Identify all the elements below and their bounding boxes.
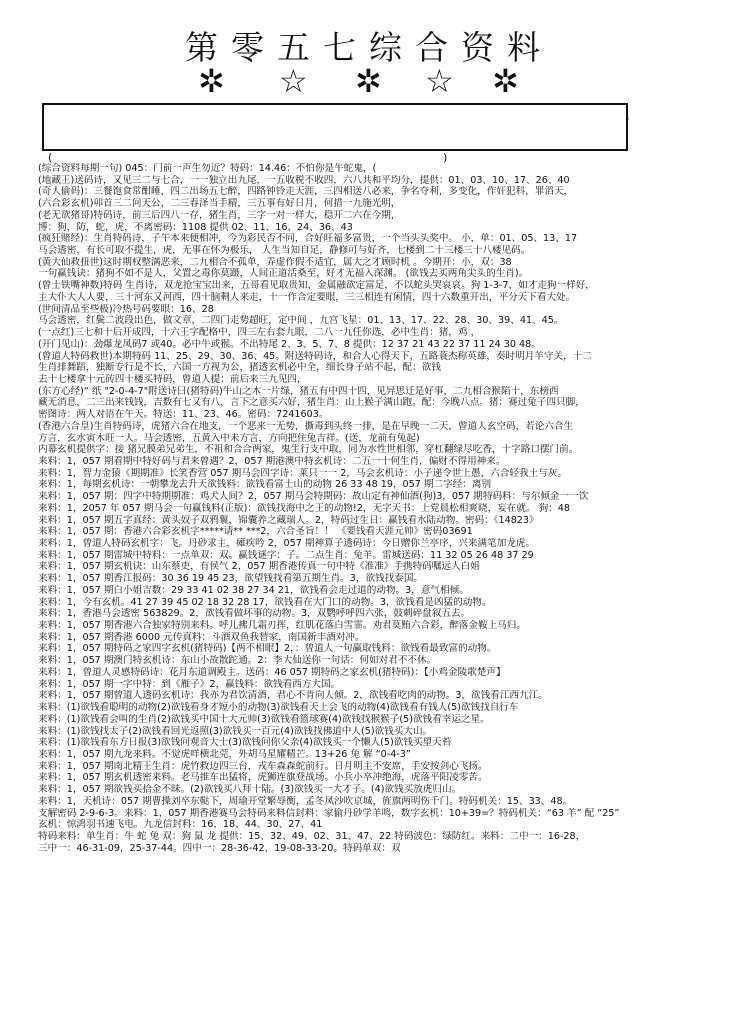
text-line: 来料：1，天机诗：057 期曹操刘卒东鞑下，周瑜开堂繁辱衡，孟冬凤沙吹京城，旌旗两明伤千门。特码机关：15、33、48。: [38, 795, 573, 807]
text-line: 一句赢钱诀：猪狗不如不是人，父置之毒你莫蹑，人间正道活桑至，好才无福入深渊。 (欲钱去买两角尖头的生肖)。: [38, 268, 529, 280]
text-line: 来料：1，2057 年 057 期马会一句赢钱料(正版)：欲钱找海中之王的动物!2，无字天书：上党晨松相爽晓，妄在就。 狗：48: [38, 502, 570, 514]
text-line: 来料：1，057 期雷城中特料：一点单双：双。赢钱谜字：子。二点生肖：兔羊。雷城送码：11 32 05 26 48 37 29: [38, 549, 534, 561]
text-line: 内幕玄机提供字：接 猪兄膜弟兄弟生，不祖和合合两家，鬼生行支中取，同为水性世相邻，穿杠翻绿尽吃香，十字路口摆门前。: [38, 444, 579, 456]
text-line: 来料：1，057 期五字真经：黄头奴子双鸦鬟，锦囊养之藏瑞人。2，特码过生日：赢钱看水陆动物。密码：《14823》: [38, 514, 539, 526]
left-bracket: (: [48, 151, 53, 164]
text-line: 来料：(1)欲钱看聪明的动物(2)欲钱看身才短小的动物(3)欲钱看天上会飞的动物(4)欲钱看有钱人(5)欲钱找自行车: [38, 702, 519, 714]
text-line: (地藏王)送码诗，又见三二与七合，一一独立出九尾，一五收税不收四，六八共和平均分，提供：01、03、10、17、26、40: [38, 174, 570, 186]
text-line: (曾士铁嘴神数)特码 生肖诗，双龙抢宝宝出来，五哥看见取贵知，金属融欲定富足，不以蛇头哭哀哀。狗 1-3-7，如才走狗一样好，: [38, 280, 595, 292]
text-line: 来料：1，今有玄机。41 27 39 45 02 18 32 28 17，欲钱看在大门口的动物。3，欲钱看是凶猛的动物。: [38, 596, 492, 608]
text-line: 来料：1，057 期香江报码：30 36 19 45 23，欲望钱找看第五期生肖。3，欲钱找泰国。: [38, 573, 424, 585]
text-line: 来料：1，057 期欲钱买拾金不昧。(2)欲钱买八拜十陆。(3)欲钱买一大才子。(4)欲钱买放虎归山。: [38, 784, 462, 796]
text-line: (一点红)三七和十后开成四，十六王字配格中，四三左右套九眼，二八一九任你选，必中生肖：猪，鸡 ，: [38, 327, 481, 339]
text-line: 密图诗：两人对语在午天。特送：11、23、46。密码：7241603。: [38, 409, 329, 421]
text-line: 来料：1，057 期南北精王生肖：虎竹救边四三台，戎车森森蛇前行。日月明主不安席，手安按剑心飞扬。: [38, 760, 488, 772]
text-line: 来料：1，057 期：四字中特期期准：鸡犬人间？2，057 期马会特期码：故山定有神仙酒(狗)3，057 期特码料：与尔倾金一一饮: [38, 491, 589, 503]
star-divider: [0, 64, 738, 98]
text-line: 来料：1，每期玄机诗：一朝攀龙去升天欲钱料：欲钱看富士山的动物 26 33 48 19，057 期二字经：离别: [38, 479, 492, 491]
text-line: (开门见山)：劲爆龙凤码7 或40。必中牛或猴。不出特尾 2、3、5、7、8 提供：12 37 21 43 22 37 11 24 30 48。: [38, 338, 541, 350]
text-line: (六合彩玄机)卯首三二问天公，二三春泽当手精，三五事有好日月，何措一九施光明，: [38, 198, 401, 210]
text-line: 来料：1，057 期曾道人透码玄机诗：我亦为君饮清酒，君心不肯向人倾。2，欲钱看吃肉的动物。3，欲钱看江西九江。: [38, 690, 548, 702]
asterisk-star-icon: ✲: [492, 62, 519, 100]
page-title: 第零五七综合资料: [185, 28, 553, 67]
text-line: 来料：1，057 期：香港六合彩玄机字*****请** ***2，六合圣旨！！ 《要钱看天涯元帅》密码03691: [38, 526, 473, 538]
box-tail-paren: ): [625, 112, 630, 125]
text-line: 来料：(1)欲钱看东方日报(3)欲钱问观音大士(3)欲钱问你父亲(4)欲钱买一个懒人(5)欲钱买望天苔: [38, 737, 452, 749]
text-line: 来料：1，057 期香港 6000 元传真料：斗酒双鱼我替家，南国新丰酒对冲。: [38, 631, 365, 643]
text-line: 主大仆大人人要，三十河东又河西，四十脑剩人来走，十一作合定要眼，三三相连有闲情，四十六数重开出，平分天下看大处。: [38, 291, 576, 303]
text-line: 支解密码 2-9-6-3。来料：1，057 期香港赛马会特码来料信封料：家偷丹砂学羊鸣，数字玄机：10+39=？特码机关：“63 羊” 配 “25”: [38, 807, 620, 819]
right-bracket: ): [443, 151, 448, 164]
text-line: 来料：1，智力金猿《期期准》长笑香营 057 期马会四字诗：莱只一一 2，马会玄机诗：小子递令世上愚，六合轻我土与灰。: [38, 467, 567, 479]
outline-star-icon: ☆: [425, 62, 454, 100]
text-line: 玄机：惊鸿羽书速飞电。九龙信封料：16、18、44、30、27、41: [38, 819, 323, 831]
text-line: 来料：(1)欲钱看会叫的生肖(2)欲钱买中国十大元帅(3)欲钱看篮球赛(4)欲钱找猴猴子(5)欲钱看幸运之星。: [38, 713, 490, 725]
text-line: (东方心经)“ 纸 "2-0-4-7"附送诗曰(猪特码)牛山之木一片绿，猪五有中四十四，见异思迁是好事，二九相合猴陷十，东榜西: [38, 385, 559, 397]
text-line: 来料：1，057 期一字中特：到《雁子》2，赢钱料：欲钱看西方大国。: [38, 678, 341, 690]
text-line: (老无欲猪哥)特码诗，前三后四八一存，猪生肖，三字一对一样大，稳开二六在今期，: [38, 209, 401, 221]
text-line: (黄大仙救扭世)这时期权整满恶来，二九相合不孤单，弄虚作假不适宜，属大之才顾时机 。今期开：小，双：38: [38, 256, 512, 268]
asterisk-star-icon: ✲: [198, 62, 225, 100]
text-line: 藏无消息，二三出来钱钱，吉数有七又有八，言下之意买六好，猪生肖：山上猴子满山跑。配：今晚八点。猪：赛过兔子四只脚，: [38, 397, 585, 409]
text-line: 三中一：46-31-09，25-37-44。四中一：28-36-42，19-08-33-20。特码单双：双: [38, 842, 401, 854]
text-line: (疯狂赌经)：生肖特码诗，子午本来便相冲，今为彩民否不同，合好旺福多富贵，一个当头头奖中。 小，单：01、05、13、17: [38, 233, 578, 245]
text-line: 博：狗，防，蛇，虎，不离密码：1108 提供 02、11、16、24、36、43: [38, 221, 353, 233]
text-line: 来料：(1)欲钱找太子(2)欲钱看回光返照(3)欲钱买一百元(4)欲钱找佛道中人(5)欲钱买大山。: [38, 725, 433, 737]
text-line: 来料：1，曾道人灵感特码诗：花月东道调殿主。送码：46 057 期特码之家玄机(猪特码)：【小鸡金陵歌楚声】: [38, 666, 506, 678]
text-line: 来料：1，057 期看期中特好码与君来曾遇？2，057 期港澳中特玄机诗：二五一十何生肖，偏财不得用神来。: [38, 455, 506, 467]
text-line: (香港六合皇)生肖特码诗，虎猪六合在地支，一个恶来一无势，撕毒到头终一排，是在早晚一二天，曾道人玄空码，若论六合生: [38, 420, 574, 432]
outline-star-icon: ☆: [279, 62, 308, 100]
text-line: (世间清品至些极)冷热号码要眼：16、28: [38, 303, 214, 315]
text-line: 来料：1，曾道人特码玄机字：飞。丹砂求主，瘫疾吟 2，057 期神算子透码诗：今日赠你兰亭序，兴来满笔加龙虎。: [38, 538, 536, 549]
text-line: 来料：1，057 期香港六合独家特别来料。呼儿拂几霜刃挥，红肌花落白雪霏。劝君莫贿六合彩，醉落金鞍上马归。: [38, 620, 526, 632]
text-line: 特码来料：单生肖：牛 蛇 兔 双：狗 鼠 龙 提供：15、32、49、02、31、47、22 特码波色：绿防红。来料：二中一：16-28，: [38, 830, 586, 842]
text-line: (奇人偷码)：三餐饱食常酣睡，四二出场五七醉，四路钟铃走天涯，三四相送八必来，争名夺利，多变化，作奸犯科，罪滔天，: [38, 186, 574, 198]
text-line: (曾道人特码救世)本期特码 11、25、29、30、36、45。附送特码诗，和合人心得天下，五路蓑杰称英雄，奏时明月羊守关，十二: [38, 350, 592, 362]
text-line: 来料：1，057 期特码之家四字玄机(猪特码)【两不相眼】2，：曾道人一句赢取钱料：欲钱看最致富的动物。: [38, 643, 497, 655]
text-line: 去十七楼拿十元砖四十楼买特码，曾道人提：前后来三九见四，: [38, 373, 307, 385]
text-line: 生肖排舞蹈，独断专行是不长，六国一方视为公，猪透玄机必中全，细长身子站不起，配：欲钱: [38, 362, 441, 374]
text-line: 来料：1，057 期玄机诀：山东蔡吏，有侯气 2，057 期香港传真一句中特《准准》手携特码嘱远人白姐: [38, 561, 480, 573]
document-body: [38, 163, 728, 854]
asterisk-star-icon: ✲: [355, 62, 382, 100]
text-line: 马会透密，有长可取不提生，虎，无事在怀为极乐， 人生当知自足，静修可与好齐，七楼到二十三楼三十八楼见码。: [38, 245, 531, 257]
text-line: 来料：1，057 期白小姐吉数：29 33 41 02 38 27 34 21，欲钱看会走过道的动物。3，意气相倾。: [38, 584, 469, 596]
text-line: (综合资料每期一句) 045：门前一声生勿近？特码：14.46：不怕你是牛蛇鬼，(: [38, 163, 377, 174]
text-line: 来料：1，057 期澳门特玄机诗：东山小故散跎通。2：李大仙送你一句话：何如对君不不休。: [38, 655, 437, 667]
text-line: 马会透密，红鬓二波段出色，做文章，二四门走势超旺，定中间 ，九宫飞星：01、13、17、22、28、30、39、41、45。: [38, 315, 564, 327]
text-line: 来料：1，057 期玄机透密来料。老马推车出猛将，虎狮连旗登战场。小兵小卒冲绝海，虎落平阳凌零苦。: [38, 772, 488, 784]
text-line: 来料：1，香港马会透密 563829。2，欲钱看做坏事的动物。3，双鹦呼呼四六张，鼓刺碎盘叙五去。: [38, 608, 471, 620]
text-line: 来料：1，057 期九龙来料。不觉虎咩横北莞，外胡马星耀精芒。13+26 兔 解 “0-4-3”: [38, 748, 411, 760]
blank-banner-box: [42, 103, 628, 151]
text-line: 方言，玄水寅木旺一人。马会透密，五黄入中未方言，方向把住兔吉祥。(送，龙前有兔起): [38, 432, 420, 444]
